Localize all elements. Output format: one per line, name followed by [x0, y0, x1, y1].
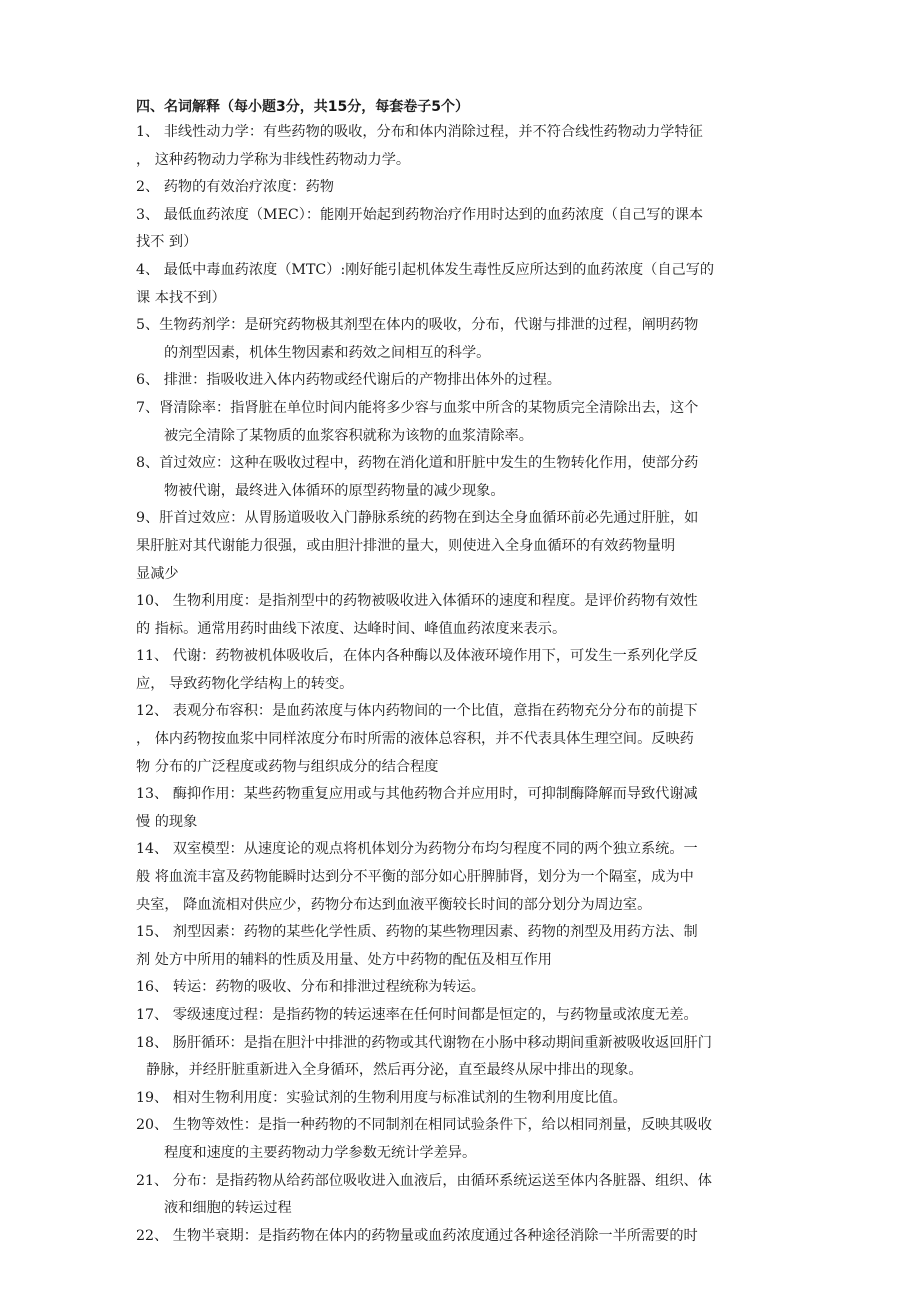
definition-line: 2、 药物的有效治疗浓度：药物 — [136, 179, 334, 196]
definition-item — [136, 698, 796, 781]
definition-line: 3、 最低血药浓度（MEC）：能刚开始起到药物治疗作用时达到的血药浓度（自己写的课本 — [136, 206, 704, 223]
definition-line: 17、 零级速度过程：是指药物的转运速率在任何时间都是恒定的，与药物量或浓度无差。 — [136, 1007, 698, 1023]
definition-continuation-line: 课 本找不到） — [136, 289, 226, 306]
definition-continuation-line: 剂 处方中所用的辅料的性质及用量、处方中药物的配伍及相互作用 — [136, 951, 552, 968]
definition-continuation-line: 程度和速度的主要药物动力学参数无统计学差异。 — [164, 1144, 477, 1161]
definition-line: 10、 生物利用度：是指剂型中的药物被吸收进入体循环的速度和程度。是评价药物有效性 — [136, 593, 698, 610]
definition-item — [136, 1002, 796, 1030]
definition-continuation-line: 找不 到） — [136, 234, 198, 251]
definition-continuation-line: ， 体内药物按血浆中同样浓度分布时所需的液体总容积，并不代表具体生理空间。反映药 — [136, 731, 694, 748]
definition-continuation-line: ， 这种药物动力学称为非线性药物动力学。 — [136, 151, 411, 168]
definition-line: 12、 表观分布容积：是血药浓度与体内药物间的一个比值，意指在药物充分分布的前提下 — [136, 703, 698, 720]
definition-line: 4、 最低中毒血药浓度（MTC）:刚好能引起机体发生毒性反应所达到的血药浓度（自己写的 — [136, 261, 715, 278]
definition-item — [136, 643, 796, 698]
definition-item — [136, 588, 796, 643]
definition-line: 1、 非线性动力学：有些药物的吸收，分布和体内消除过程，并不符合线性药物动力学特征 — [136, 124, 703, 140]
definition-line: 18、 肠肝循环：是指在胆汁中排泄的药物或其代谢物在小肠中移动期间重新被吸收返回肝门 — [136, 1034, 712, 1051]
definition-line: 9、肝首过效应：从胃肠道吸收入门静脉系统的药物在到达全身血循环前必先通过肝脏，如 — [136, 510, 699, 527]
definition-continuation-line: 物 分布的广泛程度或药物与组织成分的结合程度 — [136, 758, 439, 775]
definition-continuation-line: 般 将血流丰富及药物能瞬时达到分不平衡的部分如心肝脾肺肾，划分为一个隔室，成为中 — [136, 869, 694, 886]
definition-line: 15、 剂型因素：药物的某些化学性质、药物的某些物理因素、药物的剂型及用药方法、制 — [136, 924, 698, 941]
definition-continuation-line: 显减少 — [136, 565, 179, 582]
definition-list — [136, 119, 796, 1250]
definition-item — [136, 1223, 796, 1251]
definition-item — [136, 257, 796, 312]
section-heading: 四、名词解释（每小题3分，共15分，每套卷子5个） — [136, 99, 469, 115]
definition-item — [136, 395, 796, 450]
definition-line: 20、 生物等效性：是指一种药物的不同制剂在相同试验条件下，给以相同剂量，反映其吸收 — [136, 1117, 712, 1134]
definition-item — [136, 1112, 796, 1167]
definition-item — [136, 312, 796, 367]
definition-item — [136, 202, 796, 257]
definition-continuation-line: 央室， 降血流相对供应少，药物分布达到血液平衡较长时间的部分划分为周边室。 — [136, 896, 652, 913]
definition-line: 19、 相对生物利用度：实验试剂的生物利用度与标准试剂的生物利用度比值。 — [136, 1089, 627, 1106]
definition-line: 16、 转运：药物的吸收、分布和排泄过程统称为转运。 — [136, 979, 485, 996]
definition-item — [136, 781, 796, 836]
definition-continuation-line: 被完全清除了某物质的血浆容积就称为该物的血浆清除率。 — [164, 427, 533, 444]
definition-line: 22、 生物半衰期：是指药物在体内的药物量或血药浓度通过各种途径消除一半所需要的时 — [136, 1227, 698, 1244]
definition-item — [136, 1030, 796, 1085]
definition-line: 14、 双室模型：从速度论的观点将机体划分为药物分布均匀程度不同的两个独立系统。一 — [136, 841, 698, 858]
definition-continuation-line: 物被代谢，最终进入体循环的原型药物量的减少现象。 — [164, 482, 505, 499]
definition-item — [136, 836, 796, 919]
definition-continuation-line: 静脉，并经肝脏重新进入全身循环，然后再分泌，直至最终从尿中排出的现象。 — [146, 1062, 643, 1079]
definition-item — [136, 174, 796, 202]
definition-continuation-line: 的剂型因素，机体生物因素和药效之间相互的科学。 — [164, 344, 491, 361]
definition-line: 21、 分布：是指药物从给药部位吸收进入血液后，由循环系统运送至体内各脏器、组织、体 — [136, 1172, 712, 1189]
definition-continuation-line: 果肝脏对其代谢能力很强，或由胆汁排泄的量大，则使进入全身血循环的有效药物量明 — [136, 537, 676, 554]
definition-continuation-line: 慢 的现象 — [136, 813, 198, 830]
document-page — [136, 96, 796, 1250]
definition-line: 8、首过效应：这种在吸收过程中，药物在消化道和肝脏中发生的生物转化作用，使部分药 — [136, 455, 699, 472]
definition-line: 11、 代谢：药物被机体吸收后，在体内各种酶以及体液环境作用下，可发生一系列化学反 — [136, 648, 698, 665]
definition-item — [136, 974, 796, 1002]
definition-line: 6、 排泄：指吸收进入体内药物或经代谢后的产物排出体外的过程。 — [136, 372, 561, 389]
definition-line: 13、 酶抑作用：某些药物重复应用或与其他药物合并应用时，可抑制酶降解而导致代谢减 — [136, 786, 698, 803]
definition-item — [136, 367, 796, 395]
definition-item — [136, 919, 796, 974]
definition-line: 5、生物药剂学：是研究药物极其剂型在体内的吸收，分布，代谢与排泄的过程，阐明药物 — [136, 317, 699, 334]
definition-item — [136, 1085, 796, 1113]
definition-line: 7、肾清除率：指肾脏在单位时间内能将多少容与血浆中所含的某物质完全清除出去，这个 — [136, 399, 699, 416]
definition-item — [136, 505, 796, 588]
definition-item — [136, 1168, 796, 1223]
definition-item — [136, 450, 796, 505]
definition-continuation-line: 应， 导致药物化学结构上的转变。 — [136, 675, 354, 692]
definition-item — [136, 119, 796, 174]
definition-continuation-line: 的 指标。通常用药时曲线下浓度、达峰时间、峰值血药浓度来表示。 — [136, 620, 567, 637]
definition-continuation-line: 液和细胞的转运过程 — [164, 1200, 292, 1217]
